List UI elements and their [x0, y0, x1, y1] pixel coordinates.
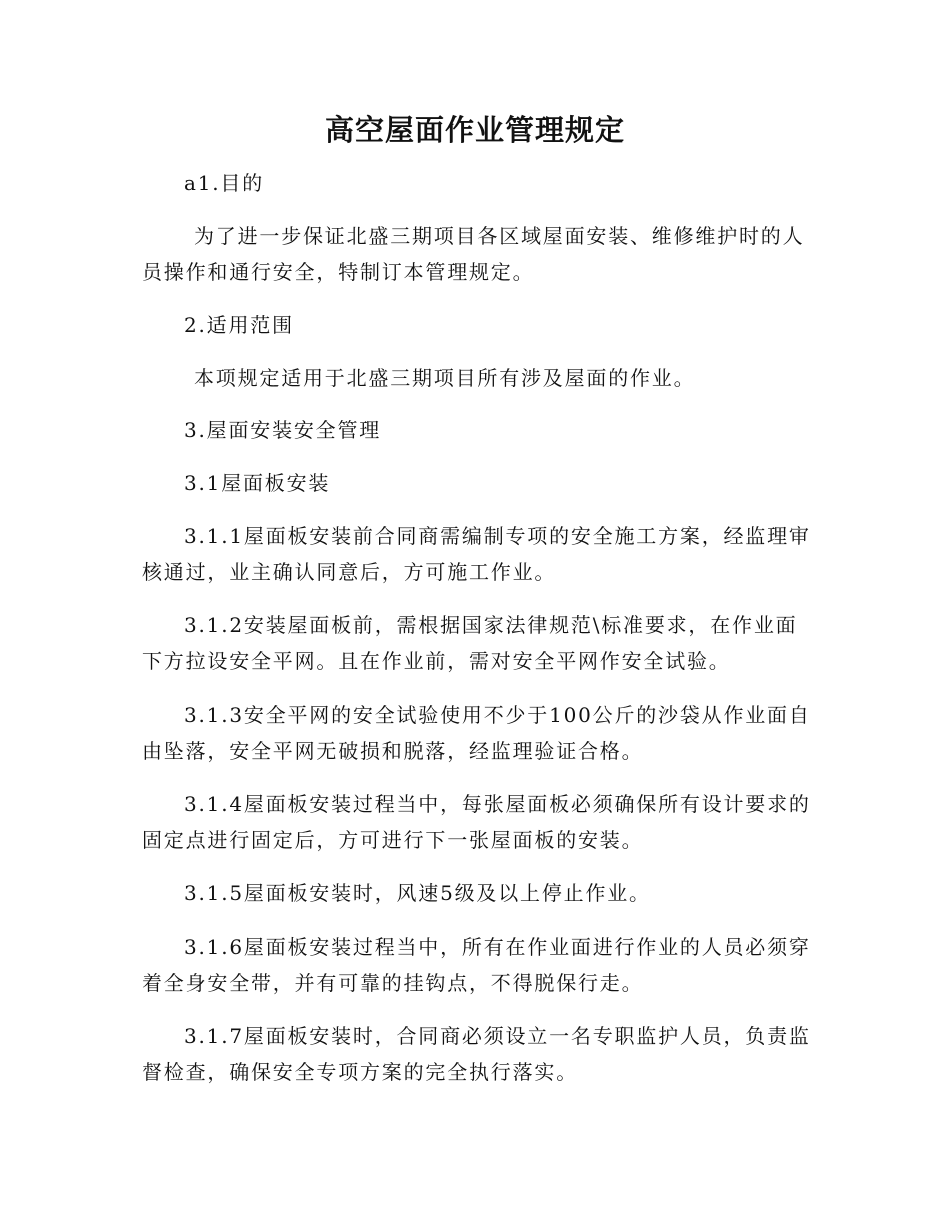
- paragraph-scope: 本项规定适用于北盛三期项目所有涉及屋面的作业。: [194, 366, 696, 390]
- subsection-heading-roof-panel: 3.1屋面板安装: [184, 471, 331, 495]
- clause-3-1-2: 3.1.2安装屋面板前，需根据国家法律规范\标准要求，在作业面下方拉设安全平网。且在作业前，需对安全平网作安全试验。: [142, 613, 798, 673]
- clause-3-1-1: 3.1.1屋面板安装前合同商需编制专项的安全施工方案，经监理审核通过，业主确认同意后，方可施工作业。: [142, 524, 811, 584]
- clause-3-1-3: 3.1.3安全平网的安全试验使用不少于100公斤的沙袋从作业面自由坠落，安全平网无破损和脱落，经监理验证合格。: [142, 703, 811, 763]
- section-heading-scope: 2.适用范围: [184, 313, 294, 337]
- document-title: 高空屋面作业管理规定: [324, 113, 625, 147]
- paragraph-purpose: 为了进一步保证北盛三期项目各区域屋面安装、维修维护时的人员操作和通行安全，特制订本管理规定。: [142, 224, 805, 284]
- clause-3-1-6: 3.1.6屋面板安装过程当中，所有在作业面进行作业的人员必须穿着全身安全带，并有可靠的挂钩点，不得脱保行走。: [142, 935, 811, 995]
- clause-3-1-7: 3.1.7屋面板安装时，合同商必须设立一名专职监护人员，负责监督检查，确保安全专项方案的完全执行落实。: [142, 1024, 811, 1084]
- clause-3-1-4: 3.1.4屋面板安装过程当中，每张屋面板必须确保所有设计要求的固定点进行固定后，方可进行下一张屋面板的安装。: [142, 792, 811, 852]
- section-heading-purpose: a1.目的: [184, 171, 265, 195]
- section-heading-roof-safety: 3.屋面安装安全管理: [184, 418, 382, 442]
- clause-3-1-5: 3.1.5屋面板安装时，风速5级及以上停止作业。: [184, 881, 651, 905]
